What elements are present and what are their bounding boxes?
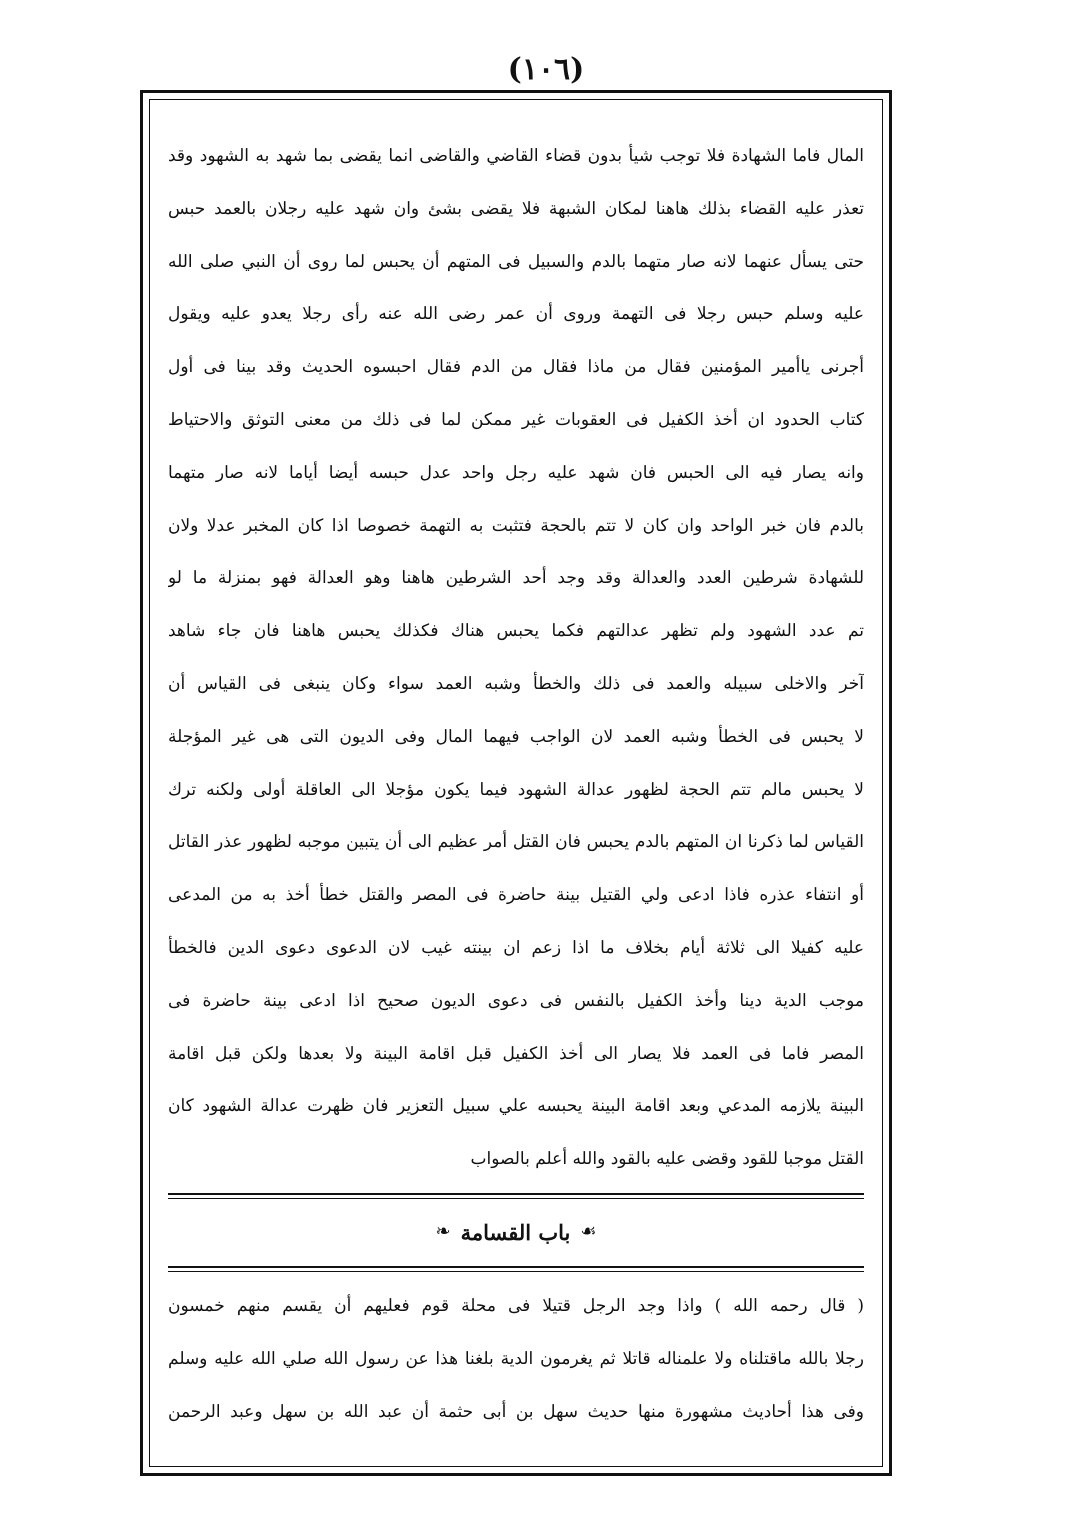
text-line: تعذر عليه القضاء بذلك هاهنا لمكان الشبهة فلا يقضى بشئ وان شهد عليه رجلان بالعمد حبس (168, 198, 864, 219)
text-line: القتل موجبا للقود وقضى عليه بالقود والله أعلم بالصواب (470, 1149, 864, 1170)
page-number: (١٠٦) (507, 52, 585, 87)
text-line: القياس لما ذكرنا ان المتهم بالدم يحبس فان القتل أمر عظيم الى أن يتبين موجبه لظهور عذر القاتل (168, 832, 864, 853)
section-heading: باب القسامة (460, 1219, 571, 1245)
text-line: المصر فاما فى العمد فلا يصار الى أخذ الكفيل قبل اقامة البينة ولا بعدها ولكن قبل اقامة (168, 1043, 864, 1064)
text-line: البينة يلازمه المدعي وبعد اقامة البينة يحبسه علي سبيل التعزير فان ظهرت عدالة الشهود كان (168, 1096, 864, 1117)
text-line: أو انتفاء عذره فاذا ادعى ولي القتيل بينة حاضرة فى المصر والقتل خطأ أخذ به من المدعى (168, 885, 864, 906)
text-line: المال فاما الشهادة فلا توجب شيأ بدون قضاء القاضي والقاضى انما يقضى بما شهد به الشهود وقد (168, 146, 864, 166)
text-line: وفى هذا أحاديث مشهورة منها حديث سهل بن أبى حثمة أن عبد الله بن سهل وعبد الرحمن (168, 1401, 864, 1422)
text-line: وانه يصار فيه الى الحبس فان شهد عليه رجل واحد عدل حبسه أيضا أياما لانه صار متهما (168, 462, 864, 483)
text-line: عليه كفيلا الى ثلاثة أيام بخلاف ما اذا زعم ان بينته غيب لان الدعوى دعوى الدين فالخطأ (168, 937, 864, 958)
text-line: لا يحبس فى الخطأ وشبه العمد لان الواجب فيهما المال وفى الديون التى هى غير المؤجلة (168, 726, 864, 747)
text-line: للشهادة شرطين العدد والعدالة وقد وجد أحد الشرطين هاهنا وهو العدالة فهو بمنزلة ما لو (168, 568, 864, 589)
text-line: لا يحبس مالم تتم الحجة لظهور عدالة الشهود فيما يكون مؤجلا الى العاقلة أولى ولكنه ترك (168, 779, 864, 800)
text-line: ( قال رحمه الله ) واذا وجد الرجل قتيلا فى محلة قوم فعليهم أن يقسم منهم خمسون (168, 1296, 864, 1316)
text-line: آخر والاخلى سبيله والعمد فى ذلك والخطأ وشبه العمد سواء وكان ينبغى فى القياس أن (168, 673, 864, 694)
section-divider-bottom (168, 1266, 864, 1268)
main-text-block (168, 130, 864, 1186)
text-line: رجلا بالله ماقتلناه ولا علمناله قاتلا ثم يغرمون الدية بلغنا هذا عن رسول الله صلي الله عليه وسلم (168, 1348, 864, 1369)
text-line: تم عدد الشهود ولم تظهر عدالتهم فكما يحبس هناك فكذلك يحبس هاهنا فان جاء شاهد (168, 621, 864, 642)
text-line: كتاب الحدود ان أخذ الكفيل فى العقوبات غير ممكن لما فى ذلك من معنى التوثق والاحتياط (168, 409, 864, 430)
section-divider-top (168, 1193, 864, 1195)
text-line: بالدم فان خبر الواحد وان كان لا تتم بالحجة فتثبت به التهمة خصوصا اذا كان المخبر عدلا ولان (168, 515, 864, 536)
page-frame (140, 90, 892, 1476)
section-text-block (168, 1280, 864, 1438)
section-heading-wrap (168, 1205, 864, 1259)
ornament-icon: ❧ (435, 1221, 451, 1242)
text-line: موجب الدية دينا وأخذ الكفيل بالنفس فى دعوى الديون صحيح اذا ادعى بينة حاضرة فى (168, 990, 864, 1011)
ornament-icon: ☙ (580, 1221, 597, 1242)
text-line: حتى يسأل عنهما لانه صار متهما بالدم والسبيل فى المتهم أن يحبس لما روى أن النبي صلى الله (168, 251, 864, 272)
text-line: أجرنى ياأمير المؤمنين فقال من ماذا فقال من الدم فقال احبسوه الحديث وقد بينا فى أول (168, 357, 864, 378)
page-frame-inner (149, 99, 883, 1467)
text-line: عليه وسلم حبس رجلا فى التهمة وروى أن عمر رضى الله عنه رأى رجلا يعدو عليه ويقول (168, 304, 864, 325)
